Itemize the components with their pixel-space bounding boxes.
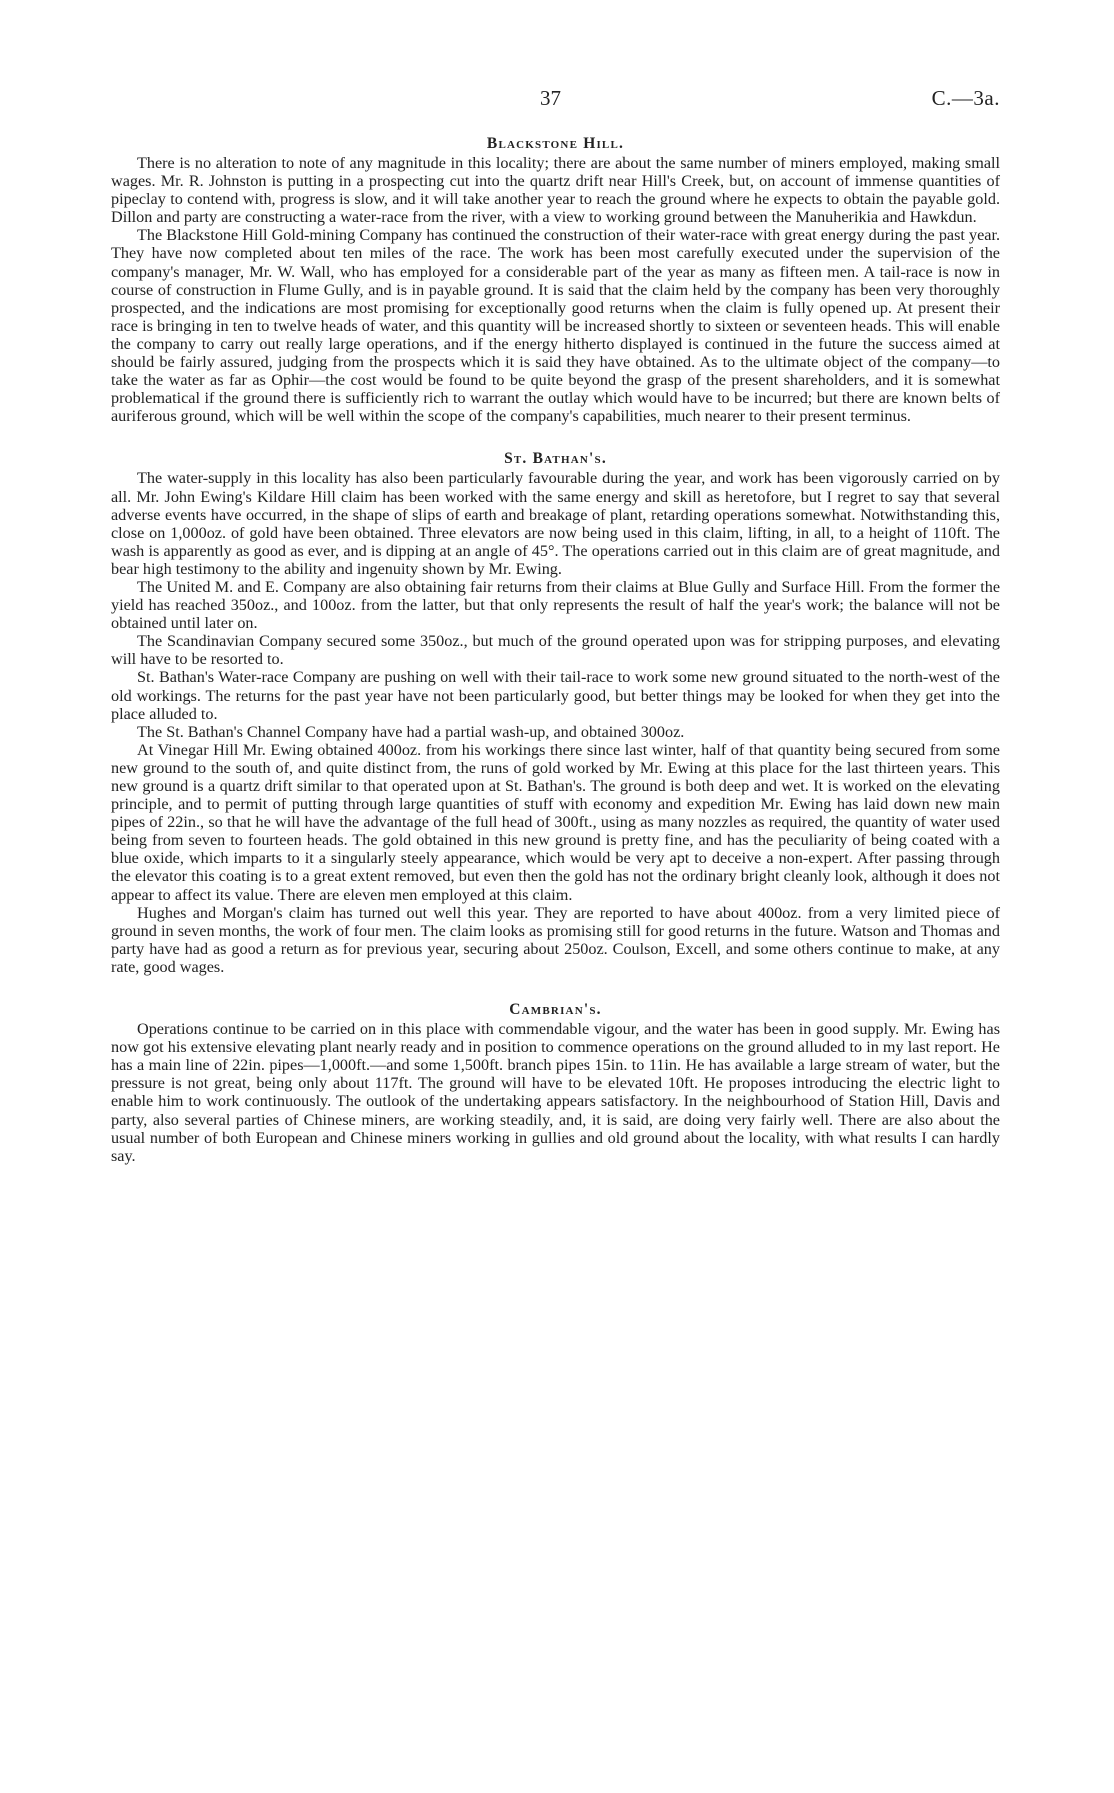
paragraph: The United M. and E. Company are also obtaining fair returns from their claims at Blue Gully and Surface Hill. From the former the yield has reached 350oz., and 100oz. from the latter, but that only represents the result of half the year's work; the balance will not be obtained until later on. bbox=[111, 577, 1000, 633]
page-header bbox=[0, 86, 1114, 116]
section-heading: Blackstone Hill. bbox=[486, 135, 625, 152]
section-spacer bbox=[111, 425, 1000, 449]
section-heading: St. Bathan's. bbox=[504, 450, 607, 468]
document-reference: C.—3a. bbox=[931, 86, 1000, 110]
paragraph: Operations continue to be carried on in this place with commendable vigour, and the water has been in good supply. Mr. Ewing has now got his extensive elevating plant nearly ready and in position to commence operations on the ground alluded to in my last report. He has a main line of 22in. pipes—1,000ft.—and some 1,500ft. branch pipes 15in. to 11in. He has available a large stream of water, but the pressure is not great, being only about 117ft. The ground will have to be elevated 10ft. He proposes introducing the electric light to enable him to work continuously. The outlook of the undertaking appears satisfactory. In the neighbourhood of Station Hill, Davis and party, also several parties of Chinese miners, are working steadily, and, it is said, are doing very fairly well. There are also about the usual number of both European and Chinese miners working in gullies and old ground about the locality, with what results I can hardly say. bbox=[111, 1020, 1000, 1165]
paragraph: There is no alteration to note of any magnitude in this locality; there are about the same number of miners employed, making small wages. Mr. R. Johnston is putting in a prospecting cut into the quartz drift near Hill's Creek, but, on account of immense quantities of pipeclay to contend with, progress is slow, and it will take another year to reach the ground where he expects to obtain the payable gold. Dillon and party are constructing a water-race from the river, with a view to working ground between the Manuherikia and Hawkdun. bbox=[111, 154, 1000, 227]
paragraph: The Blackstone Hill Gold-mining Company has continued the construction of their water-race with great energy during the past year. They have now completed about ten miles of the race. The work has been most carefully executed under the supervision of the company's manager, Mr. W. Wall, who has employed for a considerable part of the year as many as fifteen men. A tail-race is now in course of construction in Flume Gully, and is in payable ground. It is said that the claim held by the company has been very thoroughly prospected, and the indications are most promising for exceptionally good returns when the claim is fully opened up. At present their race is bringing in ten to twelve heads of water, and this quantity will be increased shortly to sixteen or seventeen heads. This will enable the company to carry out really large operations, and if the energy hitherto displayed is continued in the future the success aimed at should be fairly assured, judging from the prospects which it is said they have obtained. As to the ultimate object of the company—to take the water as far as Ophir—the cost would be found to be quite beyond the grasp of the present shareholders, and it is somewhat problematical if the ground there is sufficiently rich to warrant the outlay which would have to be incurred; but there are known belts of auriferous ground, which will be well within the scope of the company's capabilities, much nearer to their present terminus. bbox=[111, 226, 1000, 426]
paragraph: At Vinegar Hill Mr. Ewing obtained 400oz. from his workings there since last winter, half of that quantity being secured from some new ground to the south of, and quite distinct from, the runs of gold worked by Mr. Ewing at this place for the last thirteen years. This new ground is a quartz drift similar to that operated upon at St. Bathan's. The ground is both deep and wet. It is worked on the elevating principle, and to permit of putting through large quantities of stuff with economy and expedition Mr. Ewing has laid down new main pipes of 22in., so that he will have the advantage of the full head of 300ft., using as many nozzles as required, the quantity of water used being from seven to fourteen heads. The gold obtained in this new ground is pretty fine, and has the peculiarity of being coated with a blue oxide, which imparts to it a singularly steely appearance, which would be very apt to deceive a non-expert. After passing through the elevator this coating is to a great extent removed, but even then the gold has not the ordinary bright cleanly look, although it does not appear to affect its value. There are eleven men employed at this claim. bbox=[111, 740, 1000, 904]
paragraph: The St. Bathan's Channel Company have had a partial wash-up, and obtained 300oz. bbox=[137, 722, 685, 741]
section-heading: Cambrian's. bbox=[509, 1001, 602, 1019]
section-cambrians bbox=[111, 1000, 1000, 1165]
paragraph: Hughes and Morgan's claim has turned out well this year. They are reported to have about 400oz. from a very limited piece of ground in seven months, the work of four men. The claim looks as promising still for good returns in the future. Watson and Thomas and party have had as good a return as for previous year, securing about 250oz. Coulson, Excell, and some others continue to make, at any rate, good wages. bbox=[111, 903, 1000, 976]
section-blackstone-hill bbox=[111, 134, 1000, 425]
paragraph: The water-supply in this locality has also been particularly favourable during the year, and work has been vigorously carried on by all. Mr. John Ewing's Kildare Hill claim has been worked with the same energy and skill as heretofore, but I regret to say that several adverse events have occurred, in the shape of slips of earth and breakage of plant, retarding operations somewhat. Notwithstanding this, close on 1,000oz. of gold have been obtained. Three elevators are now being used in this claim, lifting, in all, to a height of 110ft. The wash is apparently as good as ever, and is dipping at an angle of 45°. The operations carried out in this claim are of great magnitude, and bear high testimony to the ability and ingenuity shown by Mr. Ewing. bbox=[111, 469, 1000, 578]
page-body bbox=[111, 134, 1000, 1165]
paragraph: St. Bathan's Water-race Company are pushing on well with their tail-race to work some new ground situated to the north-west of the old workings. The returns for the past year have not been particularly good, but better things may be looked for when they get into the place alluded to. bbox=[111, 668, 1000, 723]
paragraph: The Scandinavian Company secured some 350oz., but much of the ground operated upon was for stripping purposes, and elevating will have to be resorted to. bbox=[111, 632, 1000, 669]
page-number: 37 bbox=[540, 86, 561, 110]
section-st-bathans bbox=[111, 449, 1000, 976]
section-spacer bbox=[111, 976, 1000, 1000]
